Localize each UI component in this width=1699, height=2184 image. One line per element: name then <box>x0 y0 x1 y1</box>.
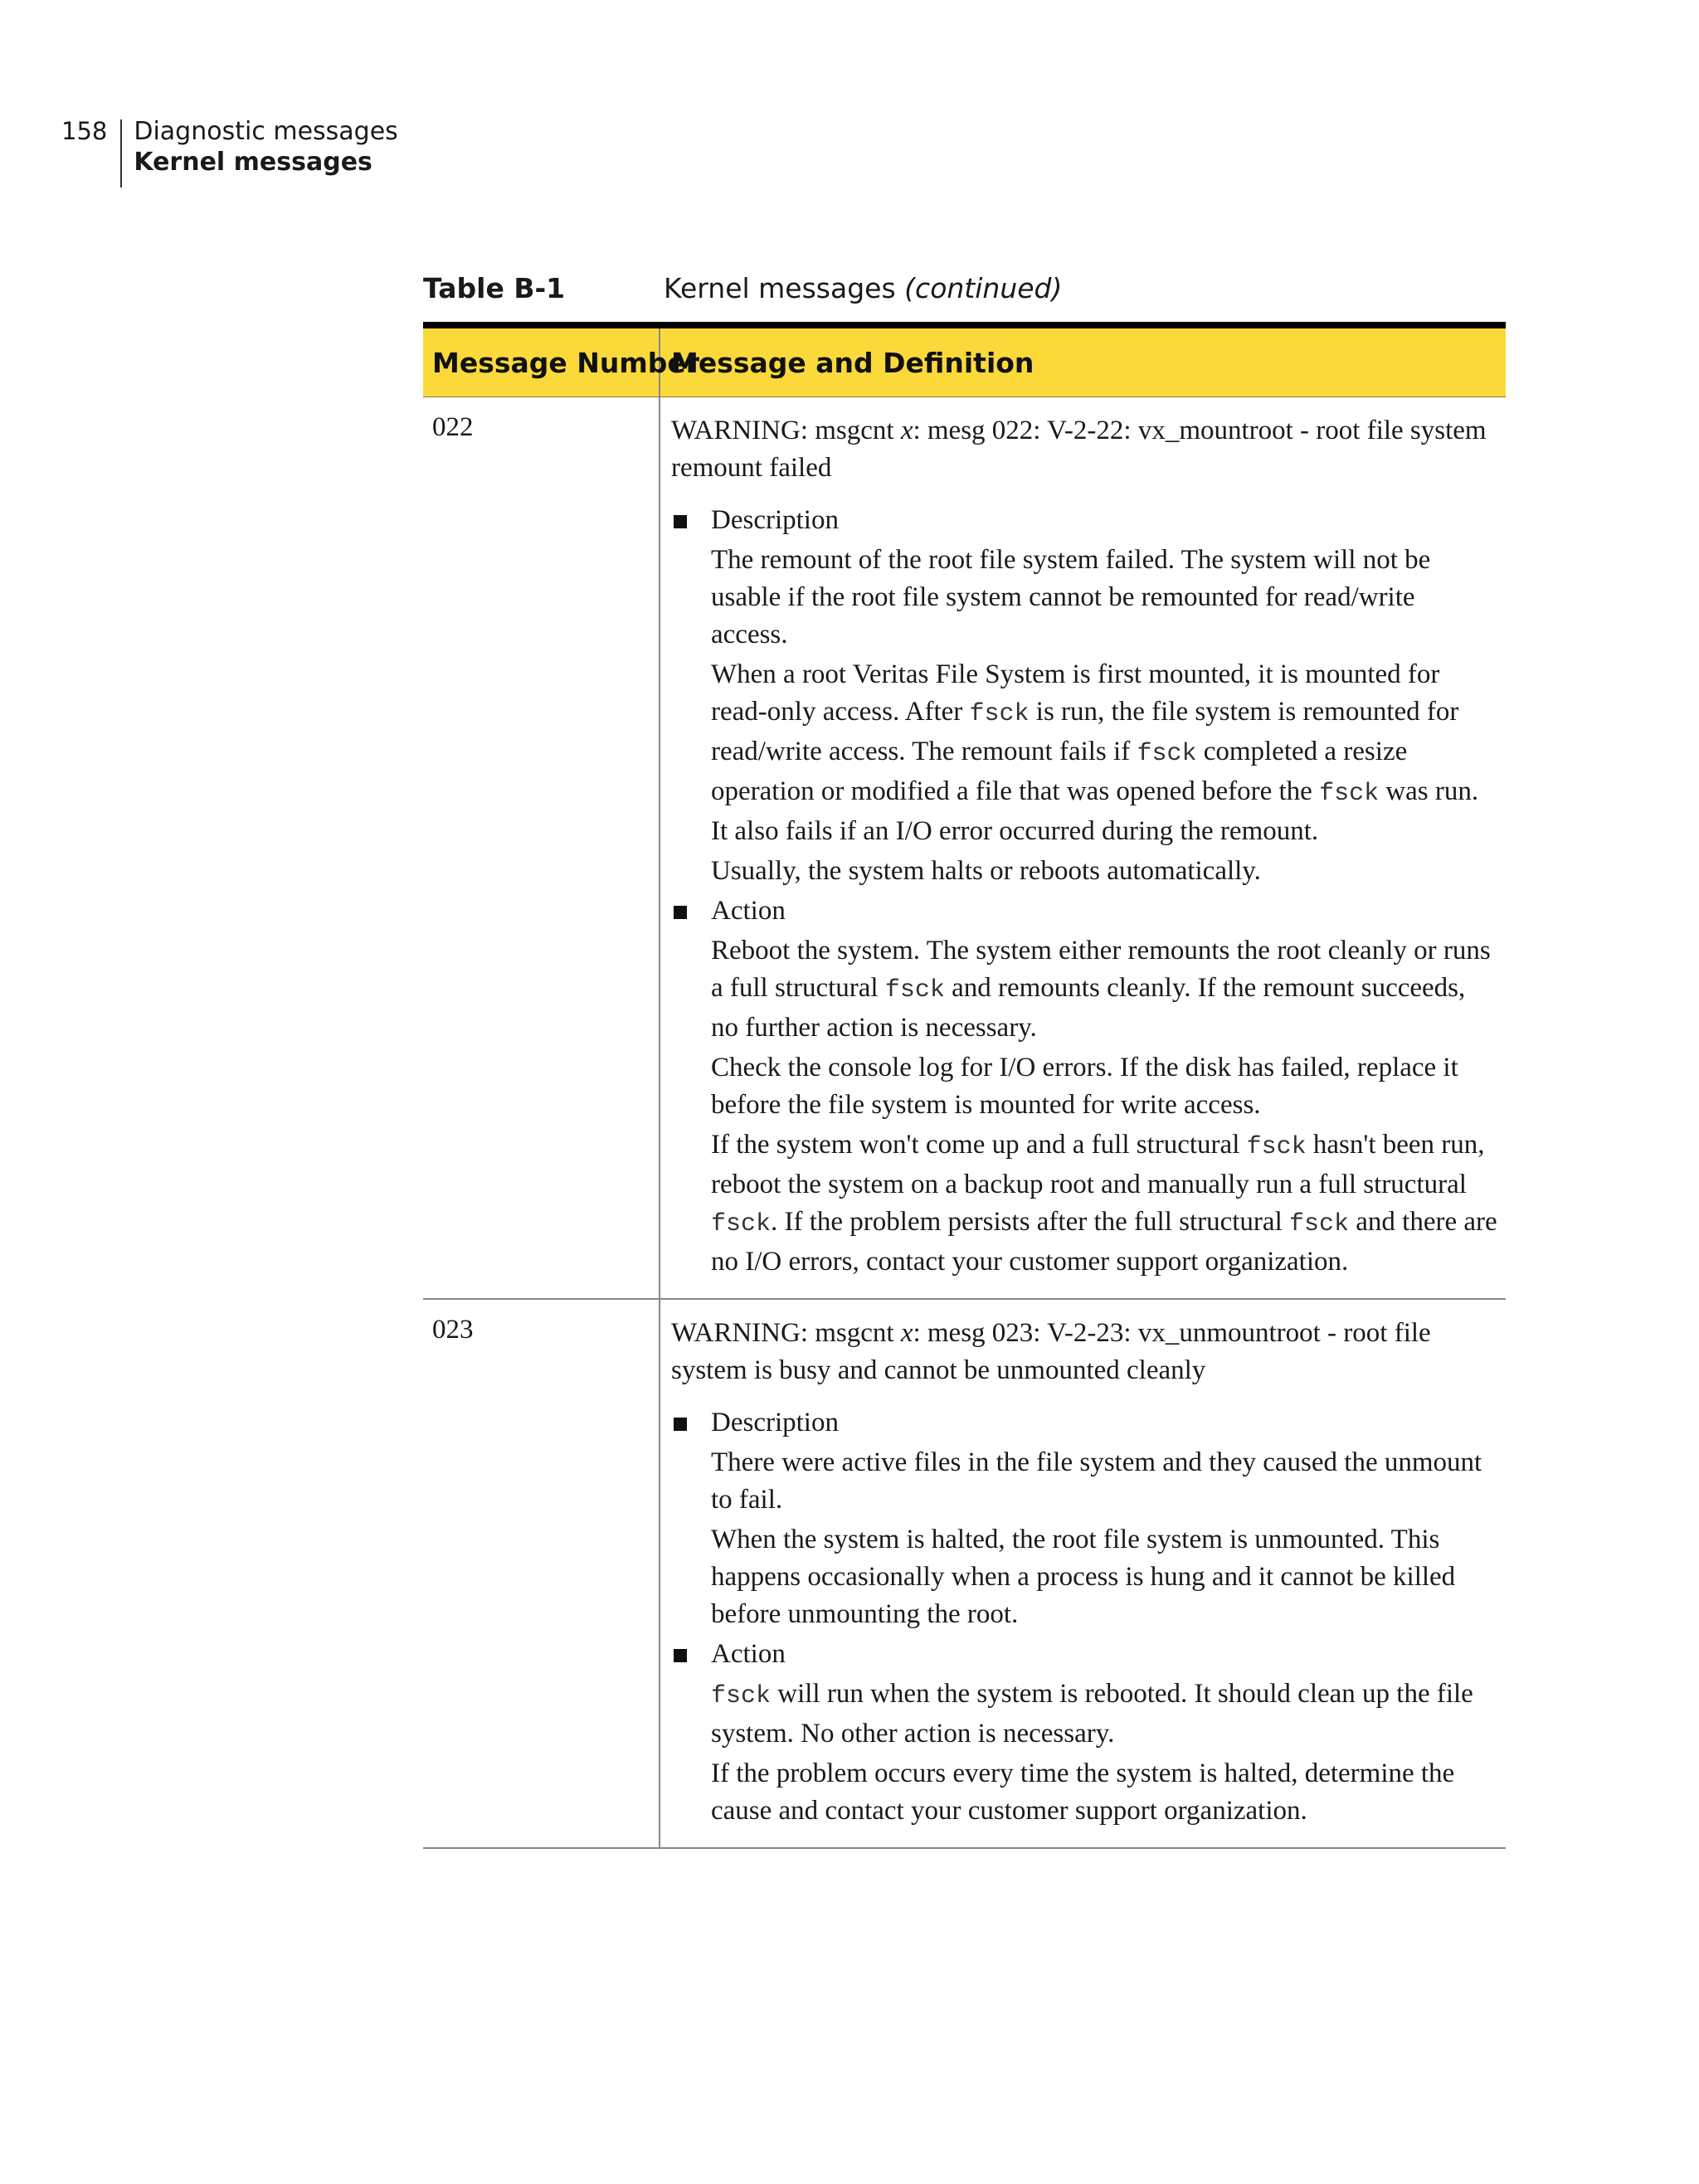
code-fsck: fsck <box>969 700 1030 728</box>
header-message-number: Message Number <box>423 328 660 396</box>
header-message-definition: Message and Definition <box>671 346 1034 379</box>
section-title: Diagnostic messages <box>134 117 398 146</box>
warning-text <box>671 412 1497 487</box>
paragraph <box>671 656 1497 850</box>
warning-prefix: WARNING: msgcnt <box>671 416 901 445</box>
paragraph <box>671 932 1497 1047</box>
text-run: . If the problem persists after the full structural <box>771 1207 1289 1237</box>
table-row <box>423 397 1506 1300</box>
paragraph: If the problem occurs every time the system is halted, determine the cause and contact your customer support organization. <box>711 1758 1455 1826</box>
header-divider <box>120 119 122 187</box>
code-fsck: fsck <box>1319 780 1380 808</box>
text-run: Reboot the system. The system either remounts the root cleanly or runs a full structural <box>711 936 1491 1003</box>
message-number: 023 <box>423 1300 660 1847</box>
warning-text <box>671 1315 1497 1389</box>
text-run: and there are no I/O errors, contact your customer support organization. <box>711 1207 1497 1277</box>
kernel-messages-table <box>423 322 1506 1849</box>
table-header <box>423 328 1506 397</box>
paragraph <box>671 1676 1497 1753</box>
code-fsck: fsck <box>711 1682 772 1710</box>
warning-prefix: WARNING: msgcnt <box>671 1318 901 1348</box>
bullet-square-icon <box>674 1418 687 1431</box>
text-run: is run, the file system is remounted for read/write access. The remount fails if <box>711 697 1459 766</box>
bullet-label: Description <box>711 1408 839 1437</box>
bullet-label: Action <box>711 1639 786 1669</box>
table-title-text: Kernel messages <box>664 272 896 304</box>
action-bullet <box>671 1636 1497 1673</box>
page-number: 158 <box>61 117 108 145</box>
code-fsck: fsck <box>1137 740 1197 768</box>
bullet-square-icon <box>674 1649 687 1662</box>
text-run: If the system won't come up and a full structural <box>711 1130 1247 1160</box>
warning-suffix: : mesg 022: V-2-22: vx_mountroot - root file system remount failed <box>671 416 1487 483</box>
paragraph: Usually, the system halts or reboots automatically. <box>711 856 1261 886</box>
code-fsck: fsck <box>1289 1210 1350 1238</box>
message-definition <box>660 1300 1506 1847</box>
bullet-label: Description <box>711 505 839 535</box>
text-run: When a root Veritas File System is first mounted, it is mounted for read-only access. After <box>711 659 1440 727</box>
paragraph: When the system is halted, the root file system is unmounted. This happens occasionally when a process is hung and it cannot be killed before unmounting the root. <box>711 1525 1456 1629</box>
paragraph <box>671 1126 1497 1281</box>
bullet-label: Action <box>711 896 786 926</box>
paragraph: There were active files in the file system and they caused the unmount to fail. <box>711 1447 1482 1515</box>
text-run: completed a resize operation or modified a file that was opened before the <box>711 737 1408 806</box>
text-run: and remounts cleanly. If the remount succeeds, no further action is necessary. <box>711 973 1466 1043</box>
code-fsck: fsck <box>1246 1133 1307 1161</box>
description-bullet <box>671 1404 1497 1442</box>
running-header <box>61 116 398 187</box>
paragraph: Check the console log for I/O errors. If the disk has failed, replace it before the file system is mounted for write access. <box>711 1053 1458 1120</box>
warning-variable: x <box>900 1318 913 1348</box>
description-bullet <box>671 502 1497 539</box>
warning-suffix: : mesg 023: V-2-23: vx_unmountroot - root file system is busy and cannot be unmounted cleanly <box>671 1318 1431 1385</box>
table-row <box>423 1300 1506 1849</box>
message-number: 022 <box>423 397 660 1298</box>
paragraph: The remount of the root file system failed. The system will not be usable if the root file system cannot be remounted for read/write access. <box>711 545 1431 649</box>
message-definition <box>660 397 1506 1298</box>
action-bullet <box>671 893 1497 930</box>
table-label: Table B-1 <box>423 272 566 304</box>
text-run: will run when the system is rebooted. It should clean up the file system. No other action is necessary. <box>711 1679 1473 1749</box>
subsection-title: Kernel messages <box>134 148 372 177</box>
code-fsck: fsck <box>884 976 945 1004</box>
bullet-square-icon <box>674 906 687 919</box>
table-continued: (continued) <box>904 272 1063 304</box>
table-title <box>664 272 1062 305</box>
warning-variable: x <box>900 416 913 445</box>
code-fsck: fsck <box>711 1210 772 1238</box>
header-text <box>134 116 397 178</box>
text-run: hasn't been run, reboot the system on a backup root and manually run a full structural <box>711 1130 1485 1199</box>
text-run: was run. It also fails if an I/O error occurred during the remount. <box>711 776 1479 846</box>
bullet-square-icon <box>674 515 687 528</box>
